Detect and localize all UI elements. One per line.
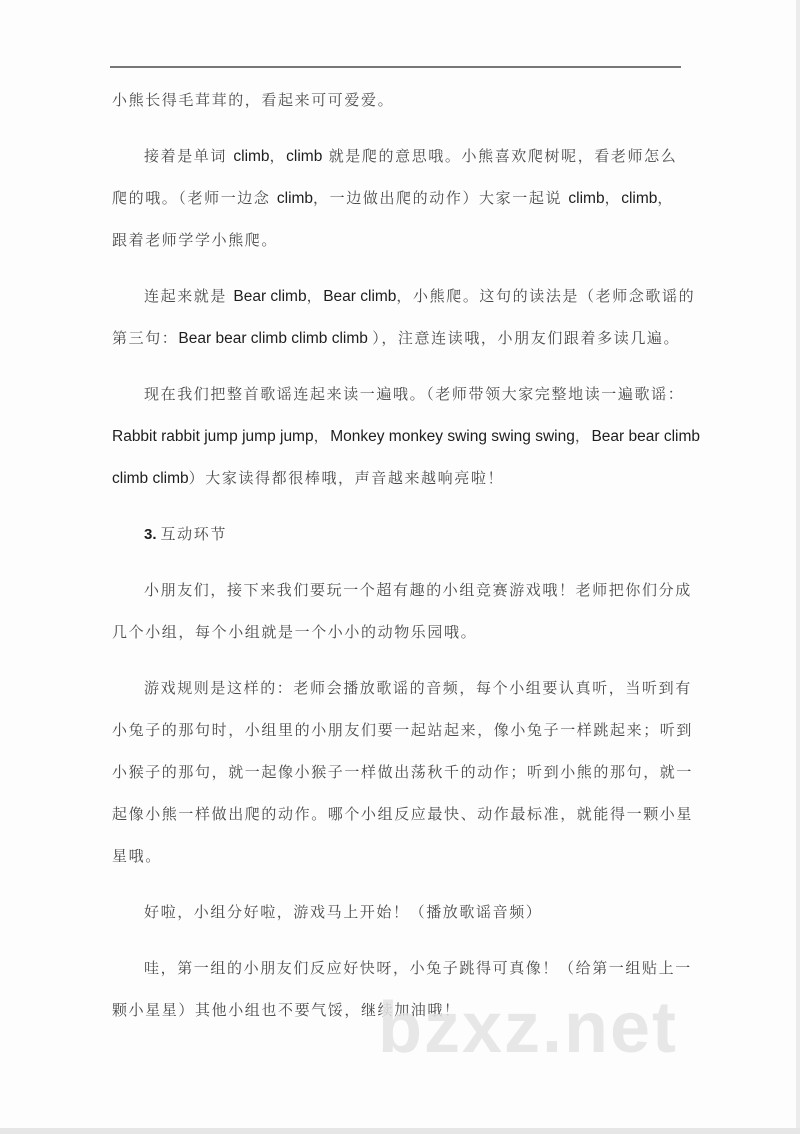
text-line <box>112 219 684 261</box>
chinese-text: 颗小星星）其他小组也不要气馁，继续加油哦！ <box>112 1001 461 1019</box>
text-line <box>112 751 694 793</box>
chinese-text: 小兔子的那句时，小组里的小朋友们要一起站起来，像小兔子一样跳起来；听到 <box>112 721 694 739</box>
english-text: Monkey monkey swing swing swing <box>330 428 575 445</box>
english-text: climb <box>621 190 658 207</box>
paragraph <box>112 373 701 499</box>
text-line <box>112 317 684 359</box>
paragraph <box>112 79 684 121</box>
text-line <box>112 275 696 317</box>
chinese-text: ），注意连读哦，小朋友们跟着多读几遍。 <box>372 329 681 347</box>
chinese-text: 互动环节 <box>160 525 227 543</box>
text-line <box>112 135 684 177</box>
text-line <box>112 989 684 1031</box>
english-text: Rabbit rabbit jump jump jump <box>112 428 314 445</box>
text-line <box>112 947 692 989</box>
paragraph <box>112 275 696 359</box>
paragraph <box>112 947 692 1031</box>
text-line <box>112 415 701 457</box>
chinese-text: 游戏规则是这样的：老师会播放歌谣的音频，每个小组要认真听，当听到有 <box>144 679 692 697</box>
chinese-text: 接着是单词 <box>144 147 234 165</box>
paragraph <box>112 891 684 933</box>
english-text: climb <box>568 190 605 207</box>
english-text: Bear bear climb climb climb <box>178 330 373 347</box>
text-line <box>112 79 684 121</box>
chinese-text: 好啦，小组分好啦，游戏马上开始！（播放歌谣音频） <box>144 903 543 921</box>
text-line <box>112 177 684 219</box>
document-body <box>112 79 701 1045</box>
chinese-text: ， <box>269 147 287 165</box>
text-line <box>112 793 694 835</box>
page-edge-bottom <box>0 1128 800 1134</box>
paragraph <box>112 667 694 877</box>
chinese-text: ，一边做出爬的动作）大家一起说 <box>313 189 569 207</box>
chinese-text: 起像小熊一样做出爬的动作。哪个小组反应最快、动作最标准，就能得一颗小星 <box>112 805 694 823</box>
text-line <box>112 835 684 877</box>
chinese-text: 小猴子的那句，就一起像小猴子一样做出荡秋千的动作；听到小熊的那句，就一 <box>112 763 694 781</box>
chinese-text: ， <box>574 427 592 445</box>
chinese-text: 就是爬的意思哦。小熊喜欢爬树呢，看老师怎么 <box>322 147 678 165</box>
chinese-text: 跟着老师学学小熊爬。 <box>112 231 279 249</box>
chinese-text: ， <box>306 287 324 305</box>
text-line <box>112 457 684 499</box>
paragraph <box>112 569 692 653</box>
chinese-text: 几个小组，每个小组就是一个小小的动物乐园哦。 <box>112 623 478 641</box>
chinese-text: 星哦。 <box>112 847 162 865</box>
english-text: climb <box>233 148 270 165</box>
text-line <box>112 569 692 611</box>
chinese-text: 小朋友们，接下来我们要玩一个超有趣的小组竞赛游戏哦！老师把你们分成 <box>144 581 692 599</box>
chinese-text: 小熊长得毛茸茸的，看起来可可爱爱。 <box>112 91 395 109</box>
english-text: climb <box>286 148 323 165</box>
text-line <box>112 513 684 555</box>
paragraph <box>112 135 684 261</box>
english-text: Bear climb <box>323 288 397 305</box>
chinese-text: ， <box>657 189 674 207</box>
text-line <box>112 709 694 751</box>
text-line <box>112 891 684 933</box>
text-line <box>112 611 684 653</box>
heading-number: 3. <box>144 526 157 543</box>
section-heading <box>112 513 684 555</box>
chinese-text: ， <box>313 427 331 445</box>
english-text: Bear climb <box>233 288 307 305</box>
chinese-text: 哇，第一组的小朋友们反应好快呀，小兔子跳得可真像！（给第一组贴上一 <box>144 959 692 977</box>
text-line <box>112 373 684 415</box>
english-text: climb climb <box>112 470 189 487</box>
english-text: Bear bear climb <box>591 428 701 445</box>
chinese-text: 爬的哦。（老师一边念 <box>112 189 277 207</box>
header-rule <box>110 66 681 68</box>
chinese-text: ，小熊爬。这句的读法是（老师念歌谣的 <box>396 287 696 305</box>
chinese-text: ， <box>604 189 622 207</box>
page-edge-right <box>796 0 800 1134</box>
chinese-text: ）大家读得都很棒哦，声音越来越响亮啦！ <box>188 469 505 487</box>
english-text: climb <box>276 190 314 207</box>
watermark: bzxz.net <box>378 988 679 1068</box>
chinese-text: 连起来就是 <box>144 287 234 305</box>
chinese-text: 第三句： <box>112 329 179 347</box>
chinese-text: 现在我们把整首歌谣连起来读一遍哦。（老师带领大家完整地读一遍歌谣： <box>144 385 685 403</box>
text-line <box>112 667 692 709</box>
